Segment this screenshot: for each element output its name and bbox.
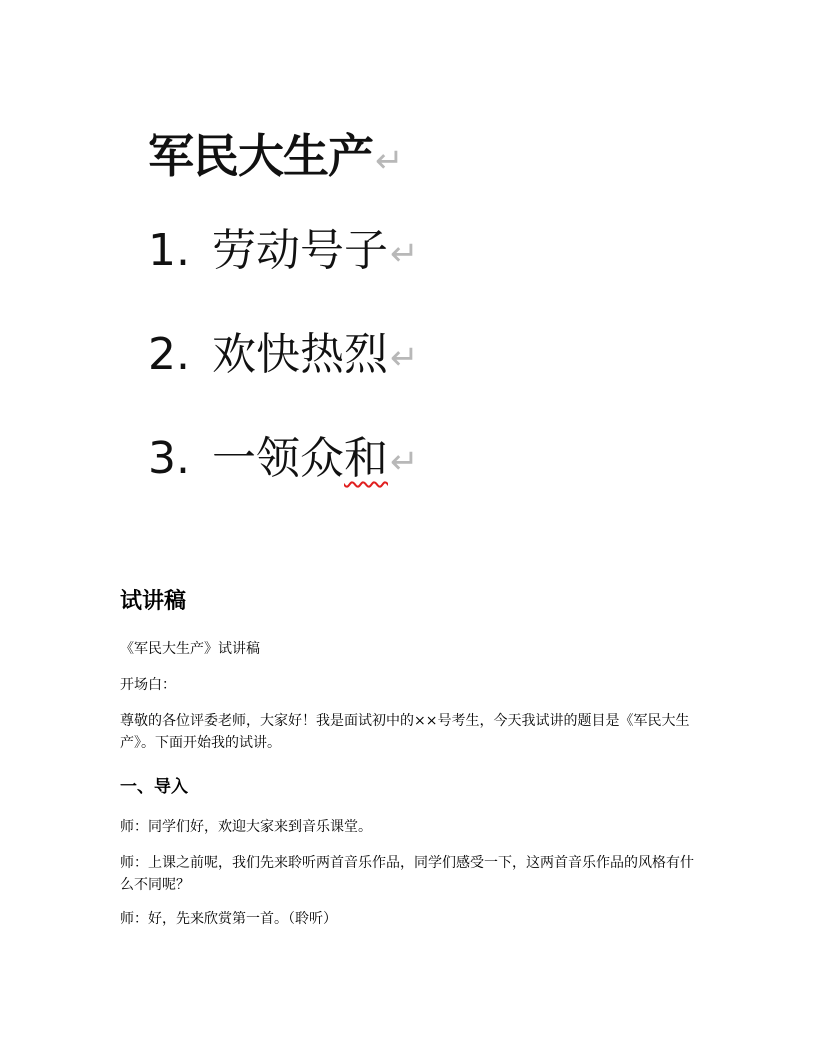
board-title [148,120,403,186]
board-title-text: 军民大生产 [148,129,373,183]
section-heading: 一、导入 [120,777,188,797]
opening-label: 开场白： [120,677,176,693]
board-item-3 [148,422,419,486]
spellcheck-marked-text: 和 [344,433,388,484]
paragraph-mark-icon: ↵ [390,442,419,482]
board-item-2 [148,318,419,382]
board-item-text: 一领众 [212,433,344,484]
board-item-text: 欢快热烈 [212,329,388,380]
board-item-number: 3. [148,433,190,484]
paragraph-mark-icon: ↵ [390,234,419,274]
dialogue-line: 师：好，先来欣赏第一首。（聆听） [120,911,337,927]
dialogue-line: 师：上课之前呢，我们先来聆听两首音乐作品，同学们感受一下，这两首音乐作品的风格有什么不同呢？ [120,855,694,893]
opening-paragraph: 尊敬的各位评委老师，大家好！我是面试初中的××号考生，今天我试讲的题目是《军民大生产》。下面开始我的试讲。 [120,713,690,751]
paragraph-mark-icon: ↵ [390,338,419,378]
paragraph-mark-icon: ↵ [375,141,403,181]
dialogue-line: 师：同学们好，欢迎大家来到音乐课堂。 [120,819,372,835]
page-heading: 试讲稿 [120,589,187,614]
document-subtitle: 《军民大生产》试讲稿 [120,641,260,657]
board-item-number: 2. [148,329,190,380]
board-item-text: 劳动号子 [212,225,388,276]
board-item-1 [148,214,419,278]
board-image [148,112,448,492]
board-item-number: 1. [148,225,190,276]
